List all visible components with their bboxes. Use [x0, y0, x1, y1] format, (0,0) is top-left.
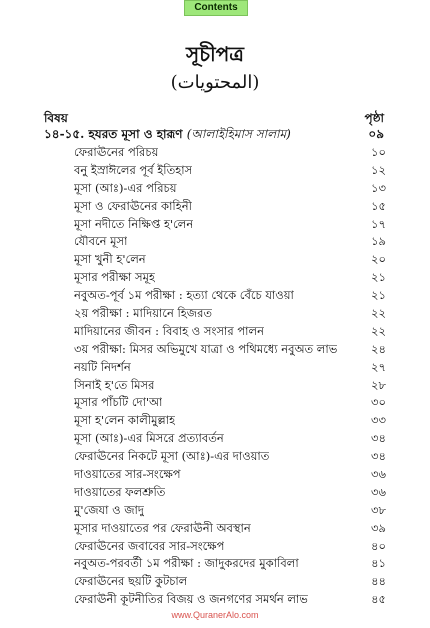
toc-entry-title: মূসা (আঃ)-এর মিসরে প্রত্যাবর্তন	[74, 431, 224, 446]
toc-entry-title: মূসা (আঃ)-এর পরিচয়	[74, 180, 177, 195]
toc-entry-page: ৩৮	[371, 502, 386, 517]
toc-entry-page: ৩৯	[371, 520, 386, 535]
toc-entry-title: যৌবনে মূসা	[74, 234, 128, 249]
toc-entry-title: মূসা ও ফেরাঊনের কাহিনী	[74, 198, 192, 213]
toc-entry-title: ফেরাঊনের ছয়টি কুটচাল	[74, 574, 188, 589]
page-subtitle: (المحتويات)	[170, 72, 260, 93]
page-title: সূচীপত্র	[186, 42, 244, 66]
toc-entry-title: ফেরাঊনের নিকটে মূসা (আঃ)-এর দাওয়াত	[74, 449, 270, 464]
toc-entry[interactable]	[74, 520, 386, 538]
toc-entry-page: ২৪	[371, 341, 386, 356]
toc-list	[74, 144, 386, 609]
toc-entry-page: ২২	[371, 306, 386, 320]
toc-entry-page: ৪৫	[371, 592, 386, 607]
toc-entry-title: মু'জেযা ও জাদু	[74, 502, 144, 517]
toc-entry-page: ৪১	[371, 556, 386, 571]
toc-entry-page: ৩৬	[371, 467, 386, 482]
toc-entry-page: ১৫	[371, 198, 386, 213]
toc-entry-page: ১২	[371, 162, 386, 177]
toc-entry-title: মূসা খুনী হ'লেন	[74, 252, 146, 267]
toc-entry[interactable]	[74, 233, 386, 251]
toc-entry-title: দাওয়াতের ফলশ্রুতি	[74, 484, 166, 499]
toc-entry-title: ৩য় পরীক্ষা: মিসর অভিমুখে যাত্রা ও পথিমধ্যে নবুঅত লাভ	[74, 341, 338, 356]
toc-entry-title: দাওয়াতের সার-সংক্ষেপ	[74, 467, 181, 482]
toc-entry[interactable]	[74, 144, 386, 162]
toc-entry[interactable]	[74, 180, 386, 198]
toc-entry-page: ৩৪	[371, 449, 386, 464]
toc-entry[interactable]	[74, 251, 386, 269]
toc-entry[interactable]	[74, 216, 386, 234]
toc-entry[interactable]	[74, 269, 386, 287]
toc-entry[interactable]	[74, 466, 386, 484]
toc-entry-page: ৩৩	[371, 413, 386, 428]
toc-entry-page: ২১	[371, 288, 386, 303]
toc-entry[interactable]	[74, 502, 386, 520]
toc-entry-page: ২২	[371, 323, 386, 338]
toc-entry-title: মূসার দাওয়াতের পর ফেরাঊনী অবস্থান	[74, 520, 251, 535]
toc-entry-page: ৩৪	[371, 431, 386, 446]
toc-entry[interactable]	[74, 198, 386, 216]
toc-entry[interactable]	[74, 412, 386, 430]
toc-entry-title: সিনাই হ'তে মিসর	[74, 377, 155, 392]
toc-entry-title: মূসার পরীক্ষা সমূহ	[74, 270, 156, 285]
toc-entry-title: বনু ইস্রাঈলের পূর্ব ইতিহাস	[74, 162, 193, 177]
toc-entry-page: ৩৬	[371, 484, 386, 499]
toc-entry-title: মূসার পাঁচটি দো'আ	[74, 395, 163, 410]
toc-entry-page: ১৯	[371, 234, 386, 249]
toc-entry[interactable]	[74, 448, 386, 466]
toc-entry-title: ফেরাঊনী কূটনীতির বিজয় ও জনগণের সমর্থন লাভ	[74, 592, 308, 607]
toc-entry-title: ২য় পরীক্ষা : মাদিয়ানে হিজরত	[74, 306, 213, 320]
toc-entry-page: ৪৪	[371, 574, 386, 589]
toc-entry[interactable]	[74, 323, 386, 341]
section-page-number: ০৯	[368, 127, 384, 141]
toc-entry-page: ৪০	[371, 538, 386, 553]
toc-entry-title: ফেরাঊনের জবাবের সার-সংক্ষেপ	[74, 538, 225, 553]
toc-entry-title: নবুঅত-পরবর্তী ১ম পরীক্ষা : জাদুকরদের মুকাবিলা	[74, 556, 299, 571]
contents-tab[interactable]: Contents	[184, 0, 248, 16]
toc-entry-page: ২১	[371, 270, 386, 285]
toc-entry-page: ২০	[371, 252, 386, 267]
toc-entry[interactable]	[74, 359, 386, 377]
toc-entry[interactable]	[74, 573, 386, 591]
subject-column-header: বিষয়	[44, 111, 68, 125]
toc-entry-title: মূসা নদীতে নিক্ষিপ্ত হ'লেন	[74, 216, 194, 231]
section-honorific: (আলাইহিমাস সালাম)	[186, 127, 291, 141]
toc-entry[interactable]	[74, 394, 386, 412]
toc-entry[interactable]	[74, 430, 386, 448]
toc-entry[interactable]	[74, 341, 386, 359]
toc-entry-title: মূসা হ'লেন কালীমুল্লাহ	[74, 413, 176, 428]
toc-entry-page: ১৩	[371, 180, 386, 195]
toc-entry-page: ২৮	[371, 377, 386, 392]
toc-entry[interactable]	[74, 591, 386, 609]
section-label: ১৪-১৫. হযরত মূসা ও হারূণ	[44, 127, 183, 141]
page-column-header: পৃষ্ঠা	[364, 111, 384, 125]
toc-entry-title: নবুঅত-পূর্ব ১ম পরীক্ষা : হত্যা থেকে বেঁচে যাওয়া	[74, 288, 294, 303]
toc-entry[interactable]	[74, 305, 386, 323]
toc-entry-title: নয়টি নিদর্শন	[74, 359, 131, 374]
toc-entry-page: ২৭	[371, 359, 386, 374]
toc-entry[interactable]	[74, 555, 386, 573]
toc-entry-title: ফেরাঊনের পরিচয়	[74, 144, 159, 159]
toc-entry[interactable]	[74, 287, 386, 305]
toc-entry-page: ১৭	[371, 216, 386, 231]
toc-entry-page: ১০	[371, 144, 386, 159]
toc-entry-title: মাদিয়ানের জীবন : বিবাহ ও সংসার পালন	[74, 323, 264, 338]
toc-entry-page: ৩০	[371, 395, 386, 410]
toc-entry[interactable]	[74, 377, 386, 395]
toc-entry[interactable]	[74, 484, 386, 502]
toc-entry[interactable]	[74, 162, 386, 180]
toc-entry[interactable]	[74, 538, 386, 556]
footer-url[interactable]: www.QuranerAlo.com	[171, 610, 259, 620]
